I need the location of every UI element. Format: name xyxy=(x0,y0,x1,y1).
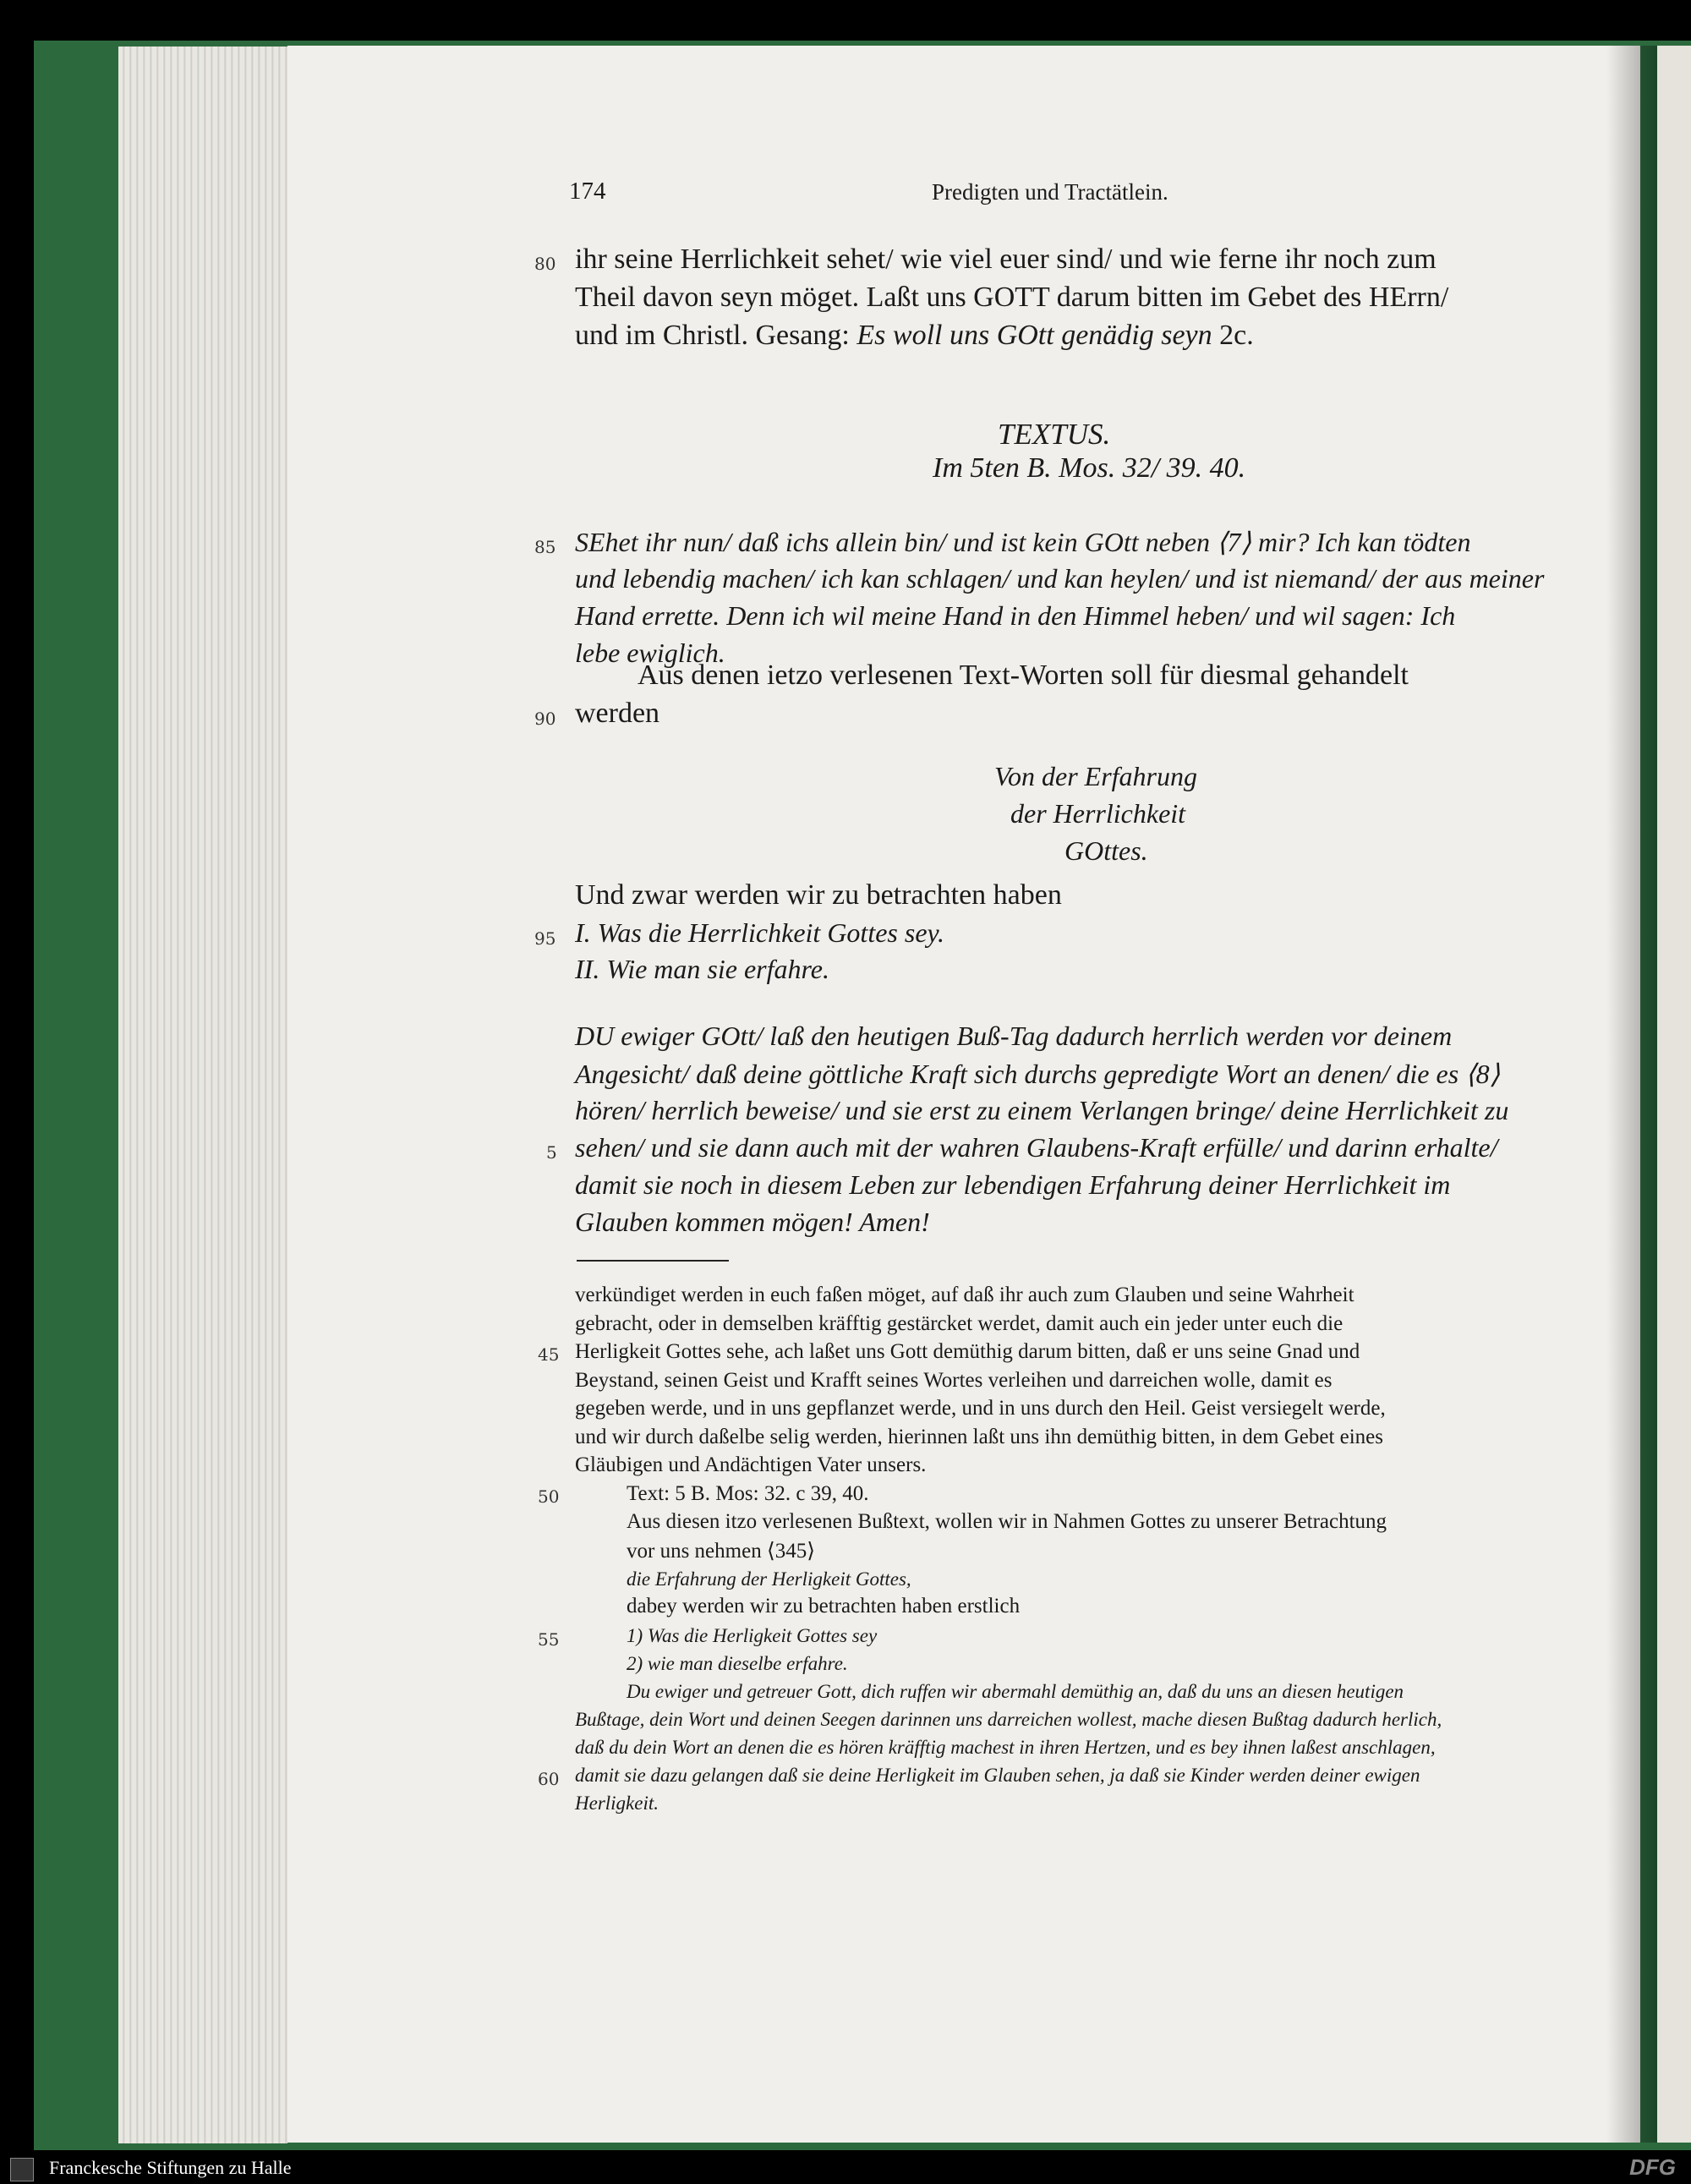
apparatus-line: Bußtage, dein Wort und deinen Seegen darinnen uns darreichen wollest, mache diesen Bußtag dadurch herlich, xyxy=(575,1709,1442,1730)
line-number: 5 xyxy=(546,1142,557,1163)
prayer-line: Angesicht/ daß deine göttliche Kraft sich durchs gepredigte Wort an denen/ die es ⟨8⟩ xyxy=(575,1059,1501,1089)
line-number: 50 xyxy=(538,1486,560,1507)
apparatus-line: vor uns nehmen ⟨345⟩ xyxy=(627,1540,815,1563)
book-page xyxy=(287,46,1640,2143)
institution-name: Franckesche Stiftungen zu Halle xyxy=(49,2157,292,2178)
line-number: 55 xyxy=(538,1629,560,1650)
apparatus-line: gebracht, oder in demselben kräfftig gestärcket werdet, damit auch ein jeder unter euch die xyxy=(575,1312,1343,1335)
page-edges xyxy=(118,47,287,2143)
theme-line: der Herrlichkeit xyxy=(1010,798,1186,829)
verse-line: SEhet ihr nun/ daß ichs allein bin/ und ist kein GOtt neben ⟨7⟩ mir? Ich kan tödten xyxy=(575,527,1471,557)
apparatus-line: damit sie dazu gelangen daß sie deine Herligkeit im Glauben sehen, ja daß sie Kinder werden deiner ewigen xyxy=(575,1765,1420,1786)
body-line xyxy=(575,320,1254,352)
apparatus-line: 2) wie man dieselbe erfahre. xyxy=(627,1653,848,1674)
line-number: 60 xyxy=(538,1769,560,1789)
division-point: II. Wie man sie erfahre. xyxy=(575,954,829,984)
theme-line: Von der Erfahrung xyxy=(994,761,1197,791)
textus-reference: Im 5ten B. Mos. 32/ 39. 40. xyxy=(933,452,1246,484)
body-text: und im Christl. Gesang: xyxy=(575,320,857,351)
apparatus-line: dabey werden wir zu betrachten haben erstlich xyxy=(627,1595,1021,1617)
apparatus-line: Du ewiger und getreuer Gott, dich ruffen wir abermahl demüthig an, daß du uns an diesen heutigen xyxy=(627,1681,1404,1702)
line-number: 80 xyxy=(534,254,556,274)
facing-page xyxy=(1657,46,1691,2143)
verse-line: Hand errette. Denn ich wil meine Hand in den Himmel heben/ und wil sagen: Ich xyxy=(575,600,1456,631)
verse-line: und lebendig machen/ ich kan schlagen/ und kan heylen/ und ist niemand/ der aus meiner xyxy=(575,563,1545,594)
prayer-line: hören/ herrlich beweise/ und sie erst zu einem Verlangen bringe/ deine Herrlichkeit zu xyxy=(575,1095,1509,1125)
apparatus-line: die Erfahrung der Herligkeit Gottes, xyxy=(627,1568,911,1590)
theme-line: GOttes. xyxy=(1064,835,1148,866)
gutter-shadow xyxy=(1606,46,1657,2143)
body-line: werden xyxy=(575,698,660,729)
apparatus-line: und wir durch daßelbe selig werden, hierinnen laßt uns ihn demüthig bitten, in dem Gebet eines xyxy=(575,1426,1384,1448)
running-title: Predigten und Tractätlein. xyxy=(932,179,1168,205)
line-number: 95 xyxy=(534,928,556,949)
line-number: 45 xyxy=(538,1344,560,1365)
body-line: ihr seine Herrlichkeit sehet/ wie viel euer sind/ und wie ferne ihr noch zum xyxy=(575,244,1437,275)
line-number: 90 xyxy=(534,709,556,729)
line-number: 85 xyxy=(534,537,556,557)
hymn-title: Es woll uns GOtt genädig seyn xyxy=(856,320,1212,351)
body-line: Theil davon seyn möget. Laßt uns GOTT darum bitten im Gebet des HErrn/ xyxy=(575,282,1449,313)
apparatus-line: gegeben werde, und in uns gepflanzet werde, und in uns durch den Heil. Geist versiegelt werde, xyxy=(575,1397,1386,1420)
apparatus-line: Herligkeit. xyxy=(575,1793,659,1814)
division-point: I. Was die Herrlichkeit Gottes sey. xyxy=(575,917,944,948)
apparatus-line: Text: 5 B. Mos: 32. c 39, 40. xyxy=(627,1482,869,1505)
textus-heading: TEXTUS. xyxy=(998,418,1111,451)
body-text: 2c. xyxy=(1212,320,1254,351)
apparatus-line: Herligkeit Gottes sehe, ach laßet uns Gott demüthig darum bitten, daß er uns seine Gnad und xyxy=(575,1340,1360,1363)
body-line: Aus denen ietzo verlesenen Text-Worten soll für diesmal gehandelt xyxy=(638,660,1409,691)
verse-line: lebe ewiglich. xyxy=(575,638,725,668)
apparatus-divider xyxy=(577,1260,729,1262)
apparatus-line: 1) Was die Herligkeit Gottes sey xyxy=(627,1625,878,1646)
apparatus-line: daß du dein Wort an denen die es hören kräfftig machest in ihren Hertzen, und es bey ihnen laßest anschlagen, xyxy=(575,1737,1436,1758)
apparatus-line: verkündiget werden in euch faßen möget, auf daß ihr auch zum Glauben und seine Wahrheit xyxy=(575,1284,1354,1306)
prayer-line: Glauben kommen mögen! Amen! xyxy=(575,1207,930,1237)
prayer-line: damit sie noch in diesem Leben zur lebendigen Erfahrung deiner Herrlichkeit im xyxy=(575,1169,1451,1200)
institution-logo-icon xyxy=(10,2158,34,2181)
apparatus-line: Gläubigen und Andächtigen Vater unsers. xyxy=(575,1453,927,1476)
page-number: 174 xyxy=(569,178,606,205)
prayer-line: DU ewiger GOtt/ laß den heutigen Buß-Tag dadurch herrlich werden vor deinem xyxy=(575,1021,1453,1051)
apparatus-line: Beystand, seinen Geist und Krafft seines Wortes verleihen und darreichen wolle, damit es xyxy=(575,1369,1333,1392)
body-line: Und zwar werden wir zu betrachten haben xyxy=(575,879,1062,911)
dfg-logo: DFG xyxy=(1629,2154,1676,2180)
apparatus-line: Aus diesen itzo verlesenen Bußtext, wollen wir in Nahmen Gottes zu unserer Betrachtung xyxy=(627,1510,1387,1533)
prayer-line: sehen/ und sie dann auch mit der wahren Glaubens-Kraft erfülle/ und darinn erhalte/ xyxy=(575,1132,1498,1163)
